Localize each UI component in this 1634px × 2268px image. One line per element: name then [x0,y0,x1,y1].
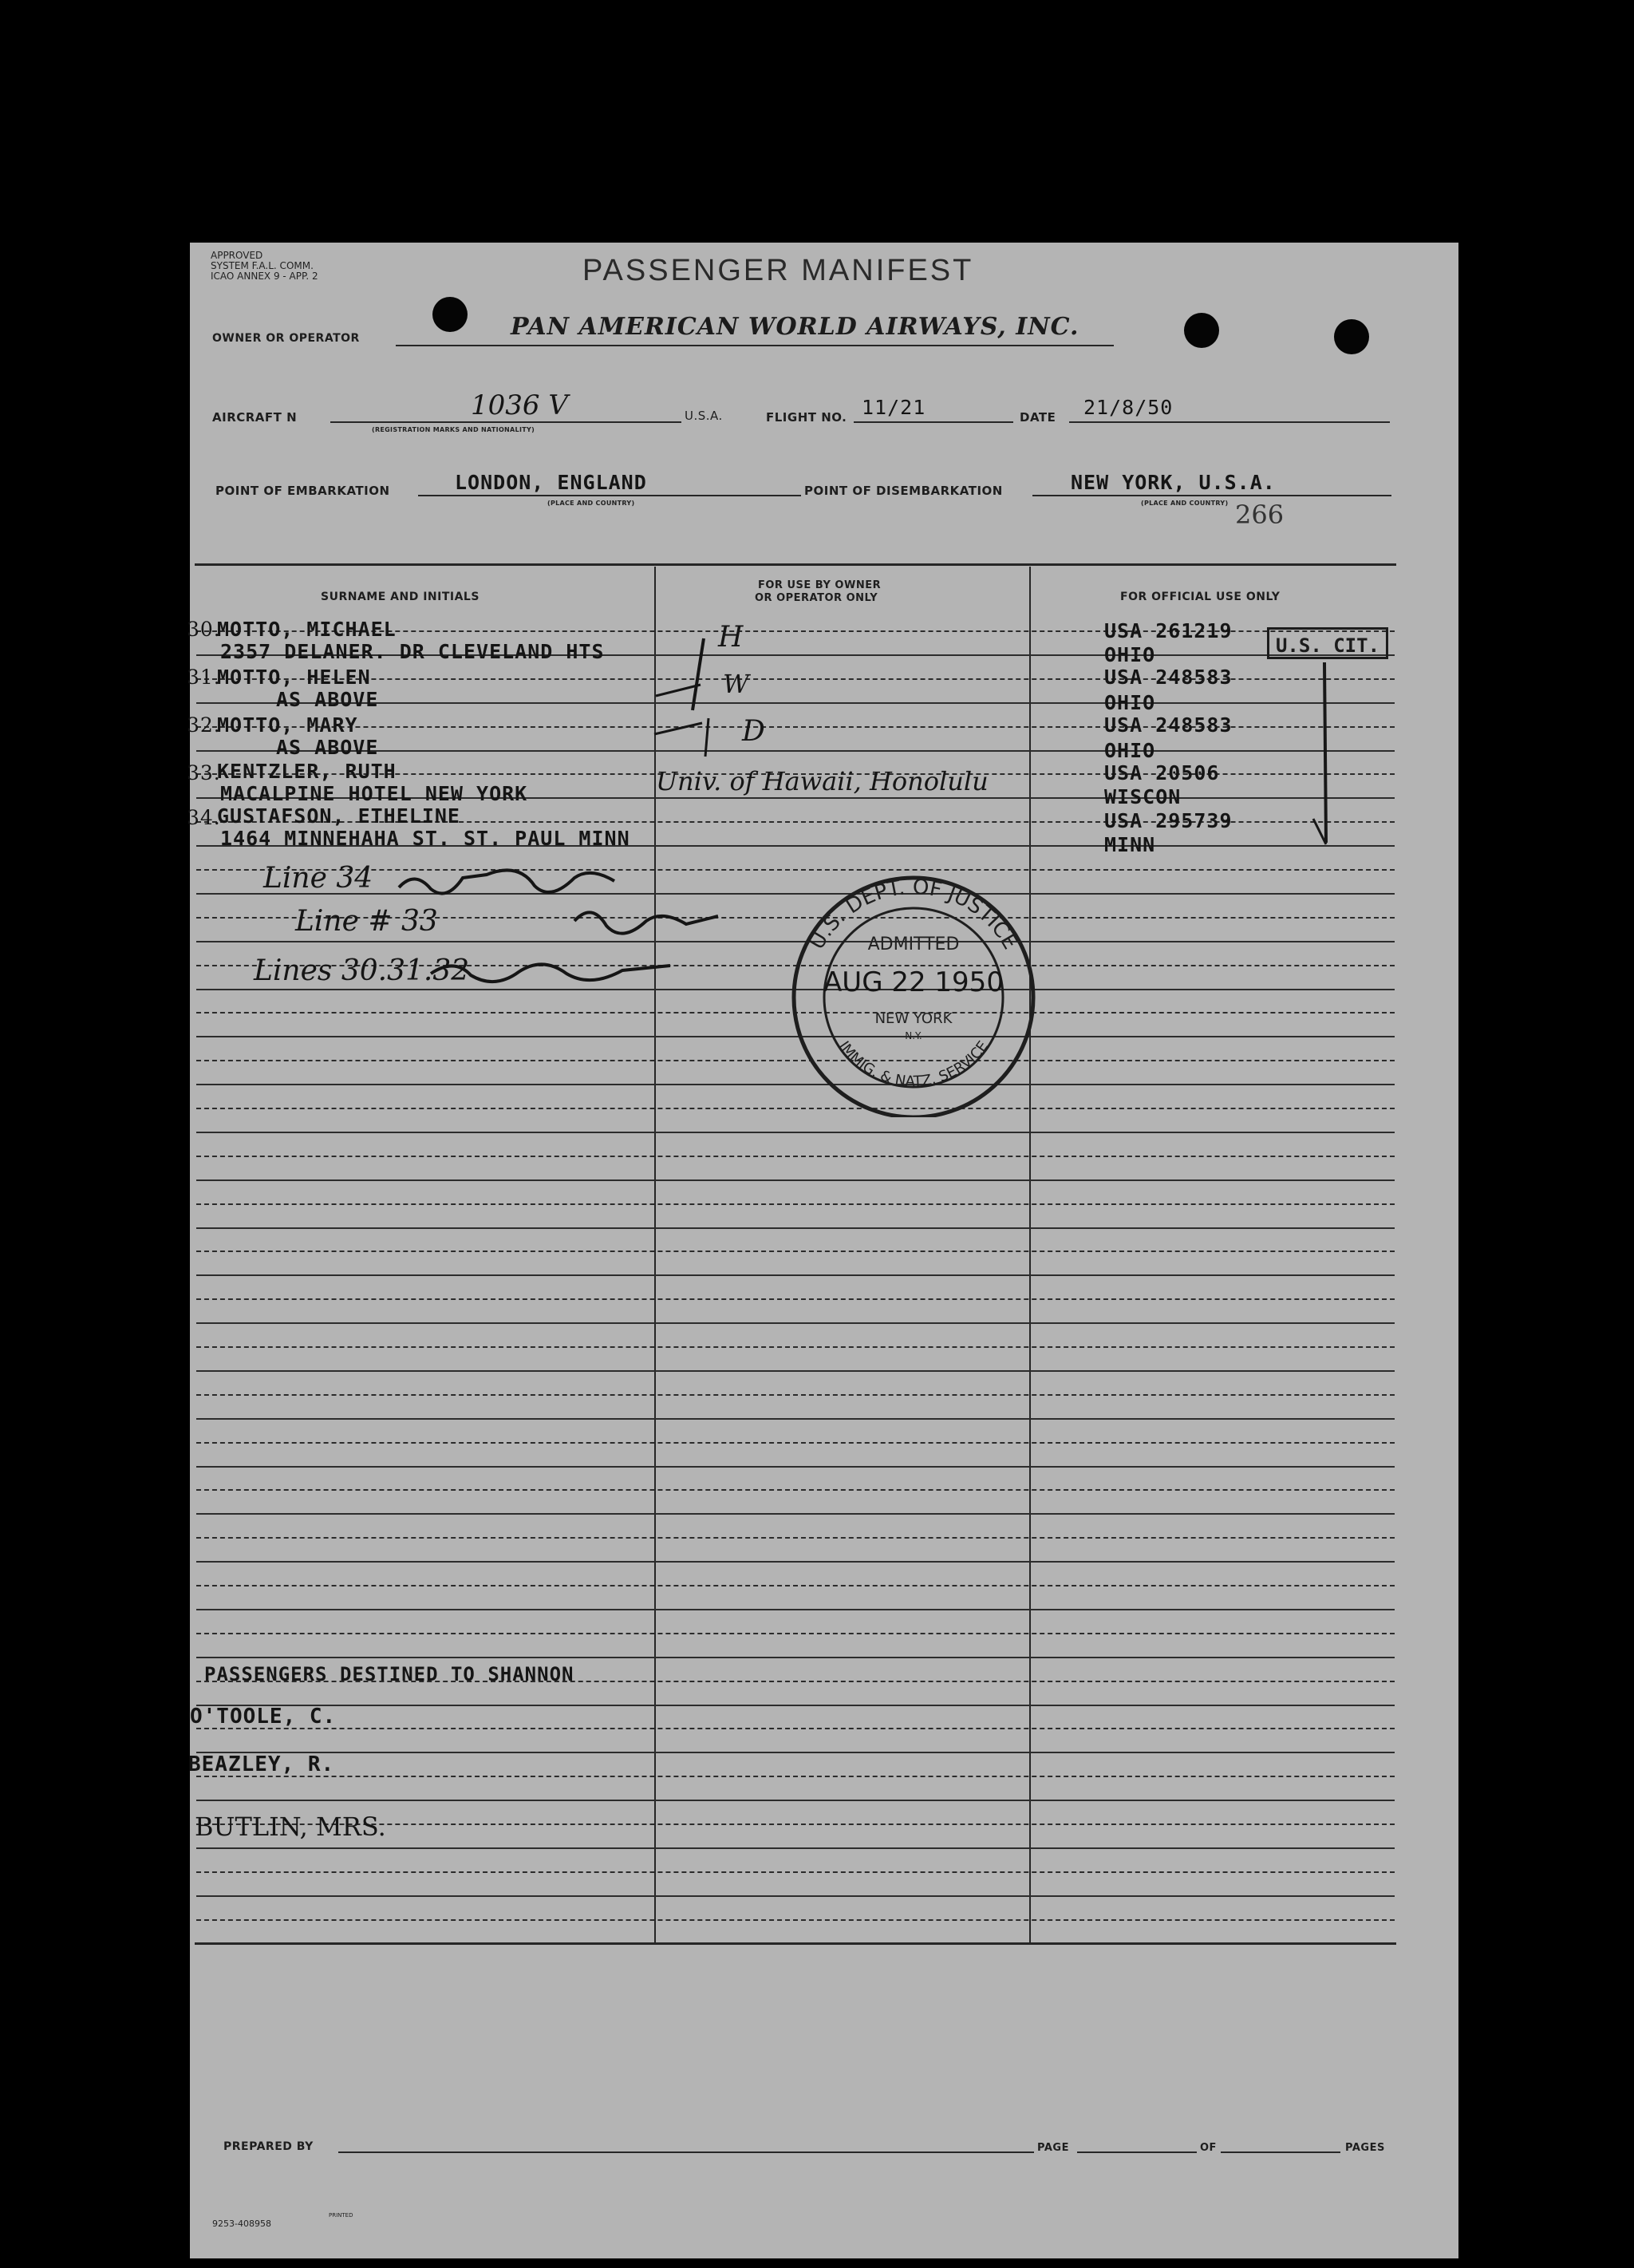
shannon-passenger: BEAZLEY, R. [188,1752,335,1776]
stamp-bottom-text: IMMIG. & NATZ. SERVICE [835,1037,992,1091]
admission-stamp [778,862,1049,1117]
prepared-by-line [338,2151,1034,2153]
ruled-line [196,1871,1395,1873]
column-header-owner-2: OR OPERATOR ONLY [755,592,878,604]
ruled-line [196,1442,1395,1444]
passenger-number: 33. [187,761,221,784]
official-state: OHIO [1104,739,1156,762]
embarkation-underline [418,495,801,496]
owner-mark: W [723,669,749,699]
handwritten-strokes [606,622,766,758]
official-state: MINN [1104,833,1156,856]
stamp-date: AUG 22 1950 [823,966,1004,998]
footer-rule [195,1942,1396,1945]
form-number: 9253-408958 [212,2219,271,2229]
date-underline [1069,421,1390,423]
handwritten-note: Line # 33 [295,905,438,938]
official-state: WISCON [1104,785,1182,808]
prepared-by-label: PREPARED BY [223,2140,314,2153]
ruled-line [196,1346,1395,1348]
owner-mark: D [742,715,765,748]
official-state: OHIO [1104,691,1156,714]
punch-hole [1184,313,1219,348]
punch-hole [1334,319,1369,354]
us-citizen-stamp: U.S. CIT. [1267,627,1388,659]
ruled-line [196,1537,1395,1539]
ruled-line [196,1919,1395,1921]
ruled-line [196,1466,1395,1468]
manifest-title: PASSENGER MANIFEST [582,254,974,287]
ruled-line [196,1633,1395,1634]
ruled-line [196,1561,1395,1563]
ruled-line [196,1895,1395,1897]
flight-date: 21/8/50 [1083,396,1174,419]
embarkation-label: POINT OF EMBARKATION [215,484,390,498]
ruled-line [196,1132,1395,1133]
ruled-line [196,1705,1395,1706]
of-line [1221,2151,1340,2153]
sheet-number: 266 [1235,500,1285,530]
ruled-line [196,1609,1395,1610]
ruled-line [196,1728,1395,1729]
page-line [1077,2151,1197,2153]
official-entry: USA 248583 [1104,666,1233,689]
ruled-line [196,1800,1395,1801]
ruled-line [196,1179,1395,1181]
aircraft-number: 1036 V [471,389,568,421]
stamp-status: ADMITTED [867,934,960,954]
owner-mark: Univ. of Hawaii, Honolulu [656,766,989,796]
passenger-address: AS ABOVE [276,688,379,711]
page-label: PAGE [1037,2142,1069,2154]
owner-operator-label: OWNER OR OPERATOR [212,332,360,345]
shannon-heading: PASSENGERS DESTINED TO SHANNON [204,1663,574,1685]
stamp-outer-text: U.S. DEPT. OF JUSTICE [804,875,1023,954]
aircraft-underline [330,421,681,423]
ruled-line [196,1418,1395,1420]
passenger-number: 30. [187,618,221,641]
official-state: OHIO [1104,643,1156,666]
column-header-owner-1: FOR USE BY OWNER [758,579,882,591]
passenger-number: 32. [187,713,221,737]
ruled-line [196,1489,1395,1491]
passenger-name: KENTZLER, RUTH [217,760,397,783]
of-label: OF [1200,2142,1217,2154]
printed-mark: PRINTED [329,2212,353,2219]
shannon-passenger: BUTLIN, MRS. [195,1812,386,1842]
ruled-line [196,1274,1395,1276]
operator-underline [396,345,1114,346]
ruled-line [196,1585,1395,1586]
stamp-location: NEW YORK [874,1010,953,1027]
passenger-address: AS ABOVE [276,736,379,759]
approval-line-2: SYSTEM F.A.L. COMM. [211,260,314,271]
passenger-number: 34. [187,806,221,829]
ruled-line [196,1394,1395,1396]
ruled-line [196,1203,1395,1205]
ruled-line [196,1370,1395,1372]
date-label: DATE [1020,410,1056,425]
disembarkation-underline [1032,495,1391,496]
official-entry: USA 295739 [1104,809,1233,832]
passenger-address: 1464 MINNEHAHA ST. ST. PAUL MINN [220,827,630,850]
ruled-line [196,1156,1395,1157]
ruled-line [196,1251,1395,1252]
approval-line-3: ICAO ANNEX 9 - APP. 2 [211,271,318,282]
flight-number: 11/21 [862,396,926,419]
ruled-line [196,1513,1395,1515]
disembarkation-value: NEW YORK, U.S.A. [1071,471,1276,494]
ruled-line [196,1752,1395,1753]
passenger-name: MOTTO, HELEN [217,666,371,689]
aircraft-label: AIRCRAFT N [212,410,298,425]
handwritten-note: Lines 30.31.32 [254,954,470,987]
stamp-location-sub: N.Y. [905,1030,922,1041]
passenger-number: 31. [187,666,221,689]
registration-caption: (REGISTRATION MARKS AND NATIONALITY) [372,426,535,433]
passenger-address: MACALPINE HOTEL NEW YORK [220,782,528,805]
flight-label: FLIGHT NO. [766,410,847,425]
owner-mark: H [718,621,744,654]
handwritten-note: Line 34 [263,862,373,895]
pages-label: PAGES [1345,2142,1385,2154]
table-top-rule [195,563,1396,566]
officer-signatures [383,854,830,1006]
disembarkation-caption: (PLACE AND COUNTRY) [1141,500,1229,507]
ruled-line [196,1322,1395,1324]
official-entry: USA 20506 [1104,761,1220,784]
ruled-line [196,1776,1395,1777]
usa-label: U.S.A. [685,409,723,423]
column-header-surname: SURNAME AND INITIALS [321,591,480,603]
embarkation-caption: (PLACE AND COUNTRY) [547,500,635,507]
passenger-name: MOTTO, MARY [217,713,358,737]
official-entry: USA 261219 [1104,619,1233,642]
ruled-line [196,1298,1395,1300]
official-check-bracket [1308,659,1348,851]
official-entry: USA 248583 [1104,713,1233,737]
ruled-line [196,1657,1395,1658]
punch-hole [432,297,468,332]
embarkation-value: LONDON, ENGLAND [455,471,647,494]
column-header-official: FOR OFFICIAL USE ONLY [1120,591,1281,603]
disembarkation-label: POINT OF DISEMBARKATION [804,484,1003,498]
ruled-line [196,1847,1395,1849]
flight-underline [854,421,1013,423]
passenger-name: MOTTO, MICHAEL [217,618,397,641]
ruled-line [196,1227,1395,1229]
passenger-name: GUSTAFSON, ETHELINE [217,804,460,828]
operator-name: PAN AMERICAN WORLD AIRWAYS, INC. [511,313,1079,341]
passenger-address: 2357 DELANER. DR CLEVELAND HTS [220,640,605,663]
shannon-passenger: O'TOOLE, C. [190,1705,337,1729]
approval-line-1: APPROVED [211,250,263,261]
